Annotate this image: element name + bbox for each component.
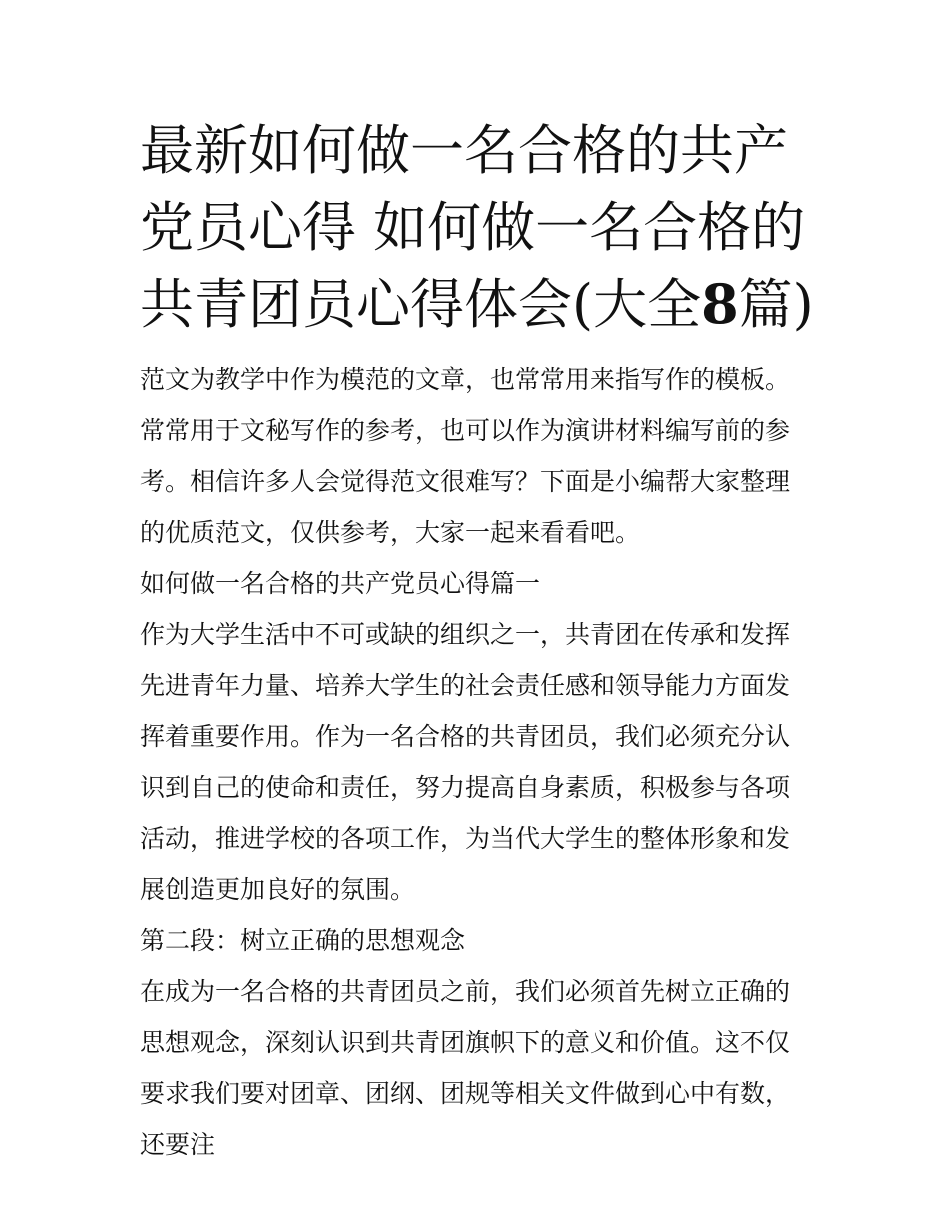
body-paragraph: 在成为一名合格的共青团员之前，我们必须首先树立正确的思想观念，深刻认识到共青团旗帜下的意义和价值。这不仅要求我们要对团章、团纲、团规等相关文件做到心中有数，还要注 xyxy=(140,977,791,1159)
document-body xyxy=(140,354,812,1170)
title-text: 最新如何做一名合格的共产党员心得 如何做一名合格的共青团员心得体会(大全 xyxy=(140,119,806,336)
intro-paragraph: 范文为教学中作为模范的文章，也常常用来指写作的模板。常常用于文秘写作的参考，也可以作为演讲材料编写前的参考。相信许多人会觉得范文很难写？下面是小编帮大家整理的优质范文，仅供参考，大家一起来看看吧。 xyxy=(140,365,791,547)
section-heading: 如何做一名合格的共产党员心得篇一 xyxy=(140,569,541,598)
body-paragraph: 作为大学生活中不可或缺的组织之一，共青团在传承和发挥先进青年力量、培养大学生的社会责任感和领导能力方面发挥着重要作用。作为一名合格的共青团员，我们必须充分认识到自己的使命和责任，努力提高自身素质，积极参与各项活动，推进学校的各项工作，为当代大学生的整体形象和发展创造更加良好的氛围。 xyxy=(140,620,791,904)
title-text-end: 篇) xyxy=(738,273,814,336)
title-number: 8 xyxy=(701,272,739,336)
section-heading: 第二段：树立正确的思想观念 xyxy=(140,926,466,955)
page-title xyxy=(140,112,820,343)
